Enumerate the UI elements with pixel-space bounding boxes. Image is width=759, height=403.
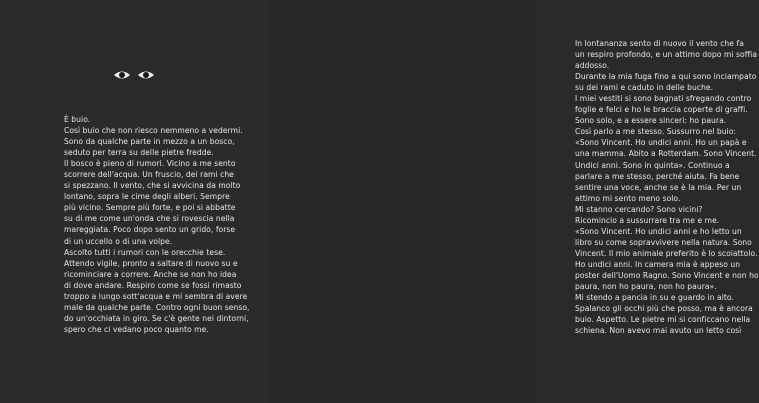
- text-line: Ricomincio a sussurrare tra me e me.: [575, 215, 720, 225]
- text-line: su dei rami e caduto in delle buche.: [575, 83, 714, 93]
- text-line: Vincent. Il mio animale preferito è lo scoiattolo.: [575, 248, 758, 258]
- text-line: poster dell'Uomo Ragno. Sono Vincent e non ho: [575, 270, 759, 280]
- text-line: spero che ci vedano poco quanto me.: [64, 324, 209, 334]
- text-line: In lontananza sento di nuovo il vento che fa: [575, 39, 744, 48]
- text-line: mareggiata. Poco dopo sento un grido, forse: [64, 225, 236, 235]
- glowing-eyes-icon: [112, 68, 156, 82]
- text-line: Attendo vigile, pronto a saltare di nuovo su e: [64, 258, 238, 268]
- text-line: È buio.: [64, 115, 91, 124]
- text-line: sentire una voce, anche se è la mia. Per un: [575, 182, 742, 192]
- left-page: [0, 0, 268, 403]
- left-page-text: [64, 114, 250, 335]
- text-line: più vicino. Sempre più forte, e poi si abbatte: [64, 203, 236, 213]
- text-line: un respiro profondo, e un attimo dopo mi soffia: [575, 50, 758, 60]
- text-line: Così buio che non riesco nemmeno a vedermi.: [64, 126, 243, 136]
- text-line: Sono da qualche parte in mezzo a un bosco,: [64, 137, 235, 147]
- text-line: parlare a me stesso, perché aiuta. Fa bene: [575, 171, 740, 181]
- text-line: scorrere dell'acqua. Un fruscio, dei rami che: [64, 170, 234, 180]
- text-line: Spalanco gli occhi più che posso, ma è ancora: [575, 304, 753, 314]
- text-line: di dove andare. Respiro come se fossi rimasto: [64, 280, 242, 290]
- text-line: ricominciare a correre. Anche se non ho idea: [64, 269, 237, 279]
- text-line: «Sono Vincent. Ho undici anni. Ho un papà e: [575, 138, 747, 148]
- text-line: foglie e felci e ho le braccia coperte di graffi.: [575, 105, 748, 115]
- text-line: buio. Aspetto. Le pietre mi si conficcano nella: [575, 315, 751, 325]
- text-line: schiena. Non avevo mai avuto un letto così: [575, 326, 742, 336]
- text-line: su di me come un'onda che si rovescia nella: [64, 214, 235, 224]
- text-line: Mi stendo a pancia in su e guardo in alto.: [575, 293, 734, 303]
- right-page-text: [575, 38, 759, 336]
- text-line: do un'occhiata in giro. Se c'è gente nei dintorni,: [64, 313, 249, 323]
- text-line: di un uccello o di una volpe.: [64, 236, 173, 246]
- text-line: una mamma. Abito a Rotterdam. Sono Vincent.: [575, 149, 757, 159]
- text-line: libro su come sopravvivere nella natura. Sono: [575, 237, 752, 247]
- text-line: seduto per terra su delle pietre fredde.: [64, 148, 214, 158]
- text-line: paura, non ho paura, non ho paura».: [575, 282, 717, 292]
- right-page: [268, 0, 759, 403]
- text-line: Sono solo, e a essere sinceri: ho paura.: [575, 116, 727, 126]
- text-line: Così parlo a me stesso. Sussurro nel buio:: [575, 127, 737, 137]
- text-line: addosso.: [575, 61, 610, 71]
- text-line: attimo mi sento meno solo.: [575, 193, 681, 203]
- text-line: Ho undici anni. In camera mia è appeso un: [575, 259, 741, 269]
- text-line: Ascolto tutti i rumori con le orecchie tese.: [64, 247, 226, 257]
- text-line: Durante la mia fuga fino a qui sono inciampato: [575, 72, 757, 82]
- text-line: Undici anni. Sono in quinta». Continuo a: [575, 160, 730, 170]
- text-line: male da qualche parte. Contro ogni buon senso,: [64, 302, 250, 312]
- left-pupil: [119, 72, 125, 78]
- text-line: Il bosco è pieno di rumori. Vicino a me sento: [64, 159, 236, 169]
- text-line: I miei vestiti si sono bagnati sfregando contro: [575, 94, 752, 104]
- text-line: troppo a lungo sott'acqua e mi sembra di avere: [64, 291, 248, 301]
- text-line: Mi stanno cercando? Sono vicini?: [575, 204, 703, 214]
- text-line: si spezzano. Il vento, che si avvicina da molto: [64, 181, 241, 191]
- right-pupil: [143, 72, 149, 78]
- text-line: lontano, sopra le cime degli alberi. Sempre: [64, 192, 230, 202]
- text-line: «Sono Vincent. Ho undici anni e ho letto un: [575, 226, 742, 236]
